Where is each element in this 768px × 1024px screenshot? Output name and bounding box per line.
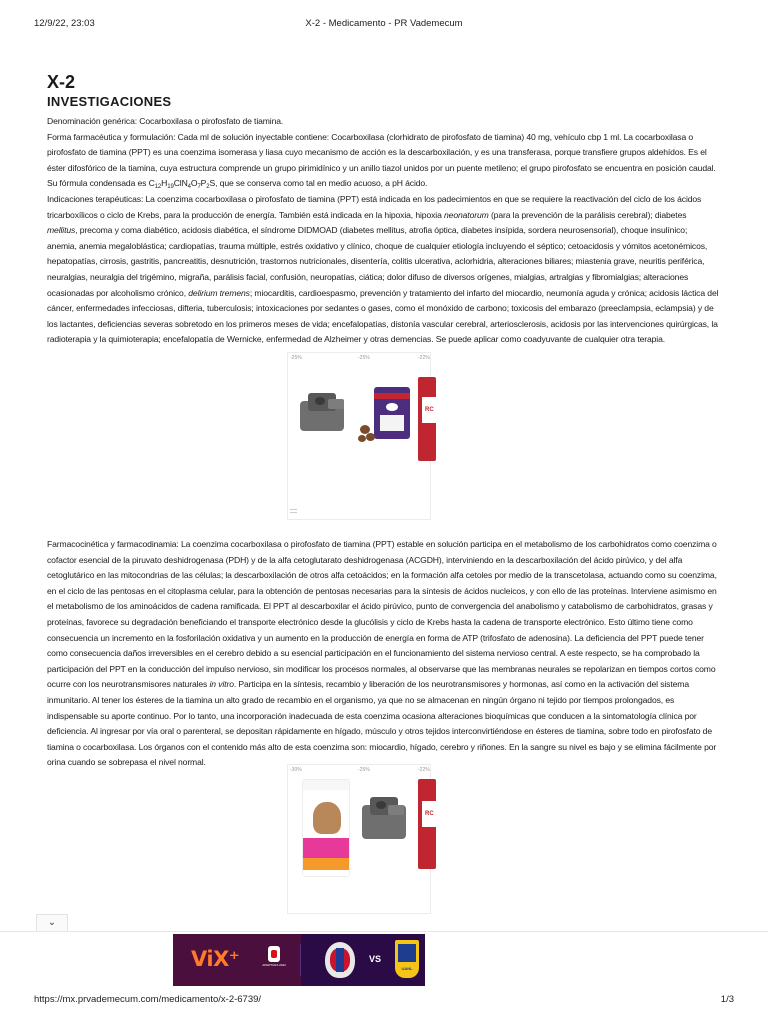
ad2-product-royalcanin[interactable] — [416, 765, 432, 913]
ad2-product-hills[interactable] — [288, 765, 356, 913]
ad1-discount-1: -25% — [290, 355, 302, 361]
versus-label: VS — [369, 954, 382, 964]
print-datetime: 12/9/22, 23:03 — [34, 18, 95, 29]
ad1-product-royalcanin[interactable] — [416, 353, 432, 501]
product-ad-1[interactable] — [287, 352, 434, 520]
ad2-discount-1: -30% — [290, 767, 302, 773]
generic-name: Denominación genérica: Cocarboxilasa o pirofosfato de tiamina. — [47, 116, 284, 126]
ad2-discount-2: -25% — [358, 767, 370, 773]
monograph-part-1 — [47, 114, 719, 348]
ad1-discount-2: -25% — [358, 355, 370, 361]
liga-caption: APERTURA 2022 — [262, 963, 286, 967]
ad2-discount-3: -22% — [418, 767, 430, 773]
pharmacokinetics: Farmacocinética y farmacodinamia: La coenzima cocarboxilasa o pirofosfato de tiamina (PPT) estable en solución participa en el metabolismo de los carbohidratos como coenzima o cofactor esencial de la piruvato deshidrogenasa (PDH) y de la alfa cetoglutarato deshidrogenasa (ACGDH), interviniendo en la descarboxilación del ácido pirúvico, y del alfa cetoglutárico en las mitocondrias de las células; la descarboxilación de otros alfa cetoácidos; en la formación alfa cetoles por medio de la transcetolasa, actuando como su coenzima, en el ciclo de las pentosas en el citoplasma celular, para la obtención de pentosas necesarias para la síntesis de ácidos nucleicos, y con ello de las proteínas. Interviene asimismo en el metabolismo de los aminoácidos de cadena ramificada. El PPT al descarboxilar el ácido pirúvico, punto de convergencia del anabolismo y catabolismo de carbohidratos, grasas y proteínas, favorece su degradación beneficiando el transporte electrónico desde la glucólisis y ciclo de Krebs hasta la cadena de transporte electrónico. Esto último tiene como consecuencia un incremento en la fosforilación oxidativa y un aumento en la producción de energía en forma de ATP (trifosfato de adenosina). La deficiencia del PPT puede tener como consecuencia daños irreversibles en el cerebro debido a su esencial participación en el funcionamiento del sistema nervioso central. A este respecto, se ha comprobado la participación del PPT en la conducción del impulso nervioso, sin modificar los procesos normales, al observarse que las membranas neurales se repolarizan en tiempos cortos como ocurre con los neurotransmisores naturales in vitro. Participa en la síntesis, recambio y liberación de los neurotransmisores y hormonas, así como en la activación del sistema inmunitario. Al tener los ésteres de la tiamina un alto grado de recambio en el organismo, ya que no se almacenan en ningún órgano ni tejido por tiempos prolongados, es indispensable su aporte continuo. Por lo tanto, una incorporación inadecuada de esta coenzima ocasiona alteraciones bioquímicas que conducen a la sintomatología clínica por deficiencia. Al ingresar por vía oral o parenteral, se depositan rápidamente en hígado, músculo y otros tejidos interconvirtiéndose en ésteres de tiamina, sobre todo en pirofosfato de tiamina o cocarboxilasa. Los órganos con el contenido más alto de esta coenzima son: miocardio, hígado, cerebro y riñones. En la sangre su nivel es bajo y se elimina fácilmente por orina cuando se sobrepasa el nivel normal. — [47, 539, 717, 768]
vix-logo: ViX⁺ — [191, 947, 240, 971]
drug-name: X-2 — [47, 72, 76, 92]
chivas-crest-icon — [325, 942, 355, 978]
collapse-ad-button[interactable] — [36, 914, 68, 932]
pharmaceutical-form: Forma farmacéutica y formulación: Cada ml de solución inyectable contiene: Cocarboxilasa (clorhidrato de pirofosfato de tiamina) 40 mg, vehículo cbp 1 ml. La cocarboxilasa o pirofosfato de tiamina (PPT) es una coenzima isomerasa y liasa cuyo mecanismo de acción es la descarboxilación, y es una transferasa, porque transfiere grupos aldehídos. Es el éster difosfórico de la tiamina, cuya estructura comprende un grupo pirimidínico y un anillo tiazol unidos por un puente metileno; el grupo pirofosfato se encuentra en posición caudal. Su fórmula condensada es $C_{12}H_{19}ClN_4O_7P_2S$, que se conserva como tal en medio acuoso, a pH ácido. — [47, 131, 716, 191]
print-footer — [34, 994, 734, 1006]
main-content-2 — [47, 537, 719, 771]
print-header — [34, 18, 734, 32]
tigres-word: UANL — [401, 966, 413, 971]
ad1-product-dogfood[interactable] — [356, 353, 416, 501]
liga-mx-logo — [264, 946, 284, 968]
ad1-choices-icon[interactable] — [290, 509, 297, 513]
print-doc-title: X-2 - Medicamento - PR Vademecum — [305, 18, 463, 29]
ad2-product-fountain[interactable] — [356, 765, 416, 913]
monograph-part-2 — [47, 537, 719, 771]
therapeutic-indications: Indicaciones terapéuticas: La coenzima cocarboxilasa o pirofosfato de tiamina (PPT) está indicada en los padecimientos en que se requiere la reactivación del ciclo de los ácidos tricarboxílicos o ciclo de Krebs, para la producción de energía. También está indicada en la hipoxia, hipoxia neonatorum (para la prevención de la parálisis cerebral); diabetes mellitus, precoma y coma diabético, acidosis diabética, el síndrome DIDMOAD (diabetes mellitus, atrofia óptica, diabetes insípida, sordera neurosensorial), choque insulínico; anemia, anemia megaloblástica; cardiopatías, trauma múltiple, estrés oxidativo y clínico, choque de cualquier etiología incluyendo el séptico; cetoacidosis y vómitos acetonémicos, hepatopatías, cirrosis, gastritis, pancreatitis, desnutrición, trastornos nutricionales, disentería, colitis ulcerativa, aclorhidria, alteraciones biliares; miastenia grave, neuritis periférica, neuralgias, neuralgia del trigémino, migraña, parálisis facial, confusión, neuropatías, ciática; dolor difuso de diversos orígenes, mialgias, artralgias y fibromialgias; alteraciones ocasionadas por alcoholismo crónico, delirium tremens; miocarditis, cardioespasmo, prevención y tratamiento del infarto del miocardio, neumonía aguda y crónica; acidosis láctica del cáncer, enfermedades infecciosas, difteria, tuberculosis; intoxicaciones por sedantes o gases, como el monóxido de carbono; toxicosis del embarazo (preeclampsia, eclampsia) y de los lactantes, deficiencias severas sobretodo en los primeros meses de vida; encefalopatías, distonía vascular cerebral, arteriosclerosis, acidosis por las intervenciones quirúrgicas, la radioterapia y la quimioterapia; encefalopatía de Wernicke, enfermedad de Alzheimer y otras demencias. Se puede aplicar como coadyuvante de cualquier otra terapia. — [47, 193, 719, 345]
page-number: 1/3 — [720, 994, 734, 1005]
sticky-ad-banner[interactable] — [173, 934, 425, 986]
ad1-bag-text: RC — [425, 407, 434, 413]
page-url: https://mx.prvademecum.com/medicamento/x-2-6739/ — [34, 994, 262, 1005]
ad-bar-divider — [0, 931, 768, 932]
tigres-crest-icon — [395, 940, 419, 978]
ad1-product-fountain[interactable] — [288, 353, 356, 501]
chevron-down-icon: ⌄ — [47, 917, 57, 928]
main-content — [47, 72, 719, 348]
ad2-bag-text: RC — [425, 811, 434, 817]
lab-name: INVESTIGACIONES — [47, 94, 172, 109]
ad1-discount-3: -22% — [418, 355, 430, 361]
product-ad-2[interactable] — [287, 764, 434, 914]
